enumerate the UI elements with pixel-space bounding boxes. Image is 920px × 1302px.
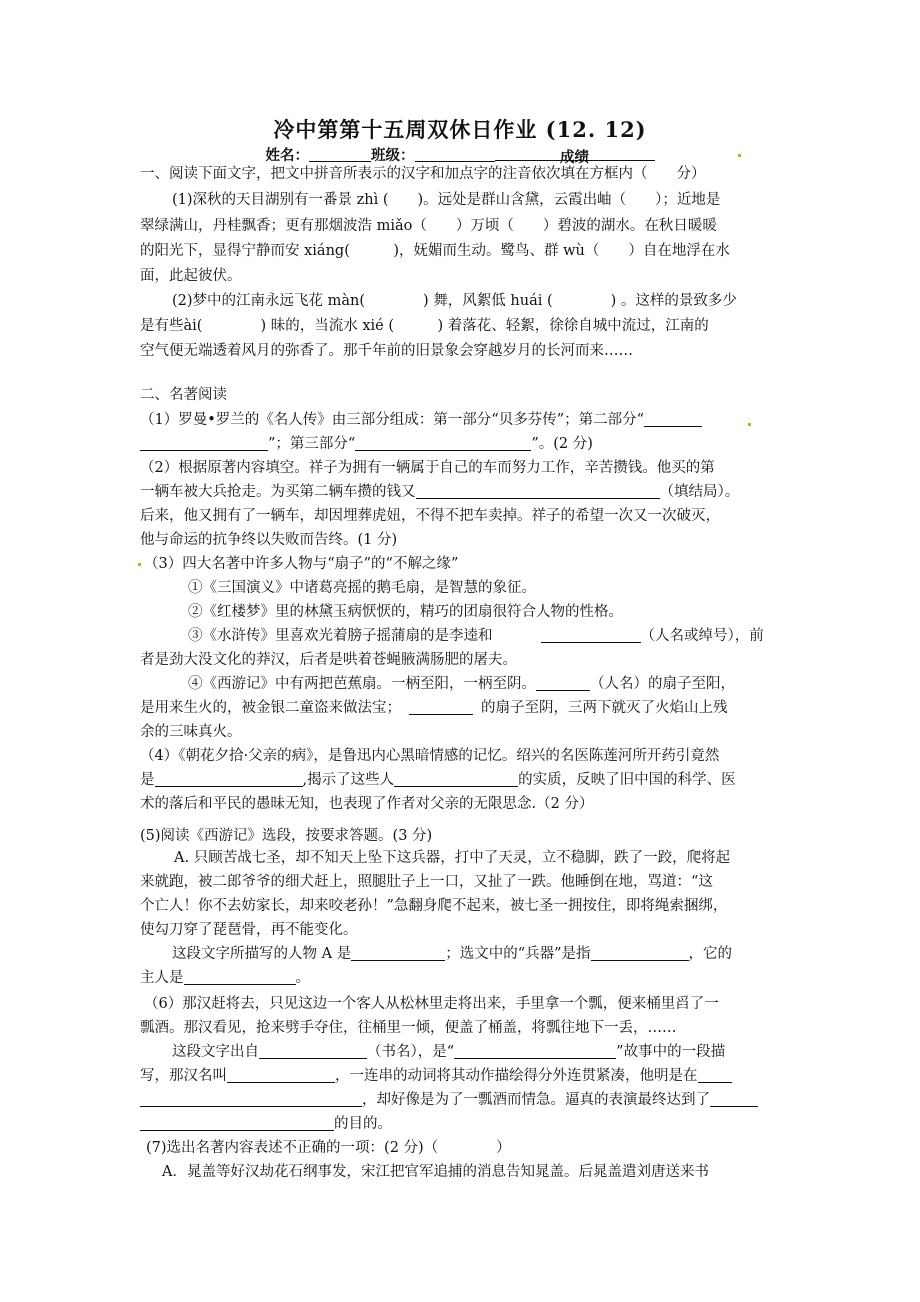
question-3-line: 者是劲大没文化的莽汉，后者是哄着苍蝇腋满肠肥的屠夫。 xyxy=(140,652,517,668)
passage-1-line: 翠绿满山，丹桂飘香；更有那烟波浩 miǎo（ ）万顷（ ）碧波的湖水。在秋日暖暖 xyxy=(140,218,717,234)
question-5-heading: (5)阅读《西游记》选段，按要求答题。(3 分) xyxy=(140,828,433,844)
question-5-passage: 个亡人！你不去妨家长，却来咬老孙！”急翻身爬不起来，被七圣一拥按住，即将绳索捆绑， xyxy=(140,898,728,914)
answer-blank[interactable] xyxy=(259,1043,367,1059)
passage-1-line: 面，此起彼伏。 xyxy=(140,268,242,284)
question-6-prompt: 的目的。 xyxy=(140,1114,392,1134)
answer-blank[interactable] xyxy=(140,1115,334,1131)
name-label: 姓名： xyxy=(265,147,309,164)
passage-2-line: (2)梦中的江南永远飞花 màn( ) 舞，风絮低 huái ( ) 。这样的景致多少 xyxy=(172,293,737,309)
question-3-line: 余的三味真火。 xyxy=(140,724,242,740)
question-4-line: 术的落后和平民的愚昧无知，也表现了作者对父亲的无限思念.（2 分） xyxy=(140,796,594,812)
question-7-option-a: A．晁盖等好汉劫花石纲事发，宋江把官军追捕的消息告知晁盖。后晁盖遣刘唐送来书 xyxy=(162,1164,709,1180)
answer-blank[interactable] xyxy=(355,435,531,451)
question-6-passage: 瓢酒。那汉看见，抢来劈手夺住，往桶里一倾，便盖了桶盖，将瓢往地下一丢，…… xyxy=(140,1020,677,1036)
stray-mark xyxy=(138,563,141,566)
answer-blank[interactable] xyxy=(351,945,445,961)
class-label: 班级： xyxy=(371,147,415,164)
section-2-heading: 二、名著阅读 xyxy=(140,387,227,403)
passage-2-line: 空气便无端透着风月的弥香了。那千年前的旧景象会穿越岁月的长河而来…… xyxy=(140,343,633,359)
question-5-passage: 来就跑，被二郎爷爷的细犬赶上，照腿肚子上一口，又扯了一跌。他睡倒在地，骂道：“这 xyxy=(140,874,713,890)
question-4-line: （4）《朝花夕拾·父亲的病》，是鲁迅内心黑暗情感的记忆。绍兴的名医陈莲河所开药引竟然 xyxy=(140,748,720,764)
question-5-prompt: 主人是 。 xyxy=(140,970,310,986)
answer-blank[interactable] xyxy=(644,411,702,427)
score-label: 成绩 xyxy=(560,149,589,166)
class-blank[interactable] xyxy=(415,147,495,162)
page-title: 冷中第第十五周双休日作业 (12. 12) xyxy=(273,117,647,142)
passage-1-line: 的阳光下，显得宁静而安 xiáng( )，妩媚而生动。鹭鸟、群 wù（ ）自在地浮在水 xyxy=(140,243,730,259)
answer-blank[interactable] xyxy=(454,1043,616,1059)
question-1-line: （1）罗曼•罗兰的《名人传》由三部分组成：第一部分“贝多芬传”；第二部分“ xyxy=(140,410,702,430)
question-6-passage: （6）那汉赶将去，只见这边一个客人从松林里走将出来，手里拿一个瓢，便来桶里舀了一 xyxy=(144,996,719,1012)
passage-1-line: (1)深秋的天目湖别有一番景 zhì ( )。远处是群山含黛，云霞出岫（ ）；近地是 xyxy=(172,192,721,208)
answer-blank[interactable] xyxy=(394,771,518,787)
answer-blank[interactable] xyxy=(227,1067,335,1083)
answer-blank[interactable] xyxy=(698,1067,732,1083)
section-1-heading: 一、阅读下面文字，把文中拼音所表示的汉字和加点字的注音依次填在方框内（ 分） xyxy=(140,166,706,182)
question-6-prompt: 写，那汉名叫 ，一连串的动词将其动作描绘得分外连贯紧凑，他明是在 xyxy=(140,1066,732,1086)
student-info-line xyxy=(0,144,920,165)
passage-2-line: 是有些ài( ) 昧的，当流水 xié ( ) 着落花、轻絮，徐徐自城中流过，江南的 xyxy=(140,318,709,334)
answer-blank[interactable] xyxy=(155,771,303,787)
question-5-passage: A. 只顾苦战七圣，却不知天上坠下这兵器，打中了天灵，立不稳脚，跌了一跤，爬将起 xyxy=(174,850,731,866)
answer-blank[interactable] xyxy=(409,699,473,715)
answer-blank[interactable] xyxy=(140,1091,362,1107)
stray-mark xyxy=(748,423,751,426)
answer-blank[interactable] xyxy=(591,945,689,961)
question-5-passage: 使勾刀穿了琵琶骨，再不能变化。 xyxy=(140,922,358,938)
answer-blank[interactable] xyxy=(541,627,641,643)
question-2-line: 后来，他又拥有了一辆车，却因埋葬虎妞，不得不把车卖掉。祥子的希望一次又一次破灭， xyxy=(140,508,720,524)
question-2-line: 一辆车被大兵抢走。为买第二辆车攒的钱又 （填结局）。 xyxy=(140,484,740,500)
question-3-item: ③《水浒传》里喜欢光着膀子摇蒲扇的是李逵和 （人名或绰号），前 xyxy=(188,628,764,644)
question-4-line: 是 ,揭示了这些人 的实质，反映了旧中国的科学、医 xyxy=(140,772,736,788)
stray-mark xyxy=(738,154,741,157)
answer-blank[interactable] xyxy=(710,1091,758,1107)
answer-blank[interactable] xyxy=(416,483,660,499)
question-3-line: 是用来生火的，被金银二童盗来做法宝； 的扇子至阴，三两下就灭了火焰山上残 xyxy=(140,700,728,716)
question-5-prompt: 这段文字所描写的人物 A 是 ；选文中的“兵器”是指 ，它的 xyxy=(172,946,733,962)
answer-blank[interactable] xyxy=(140,435,268,451)
score-field[interactable] xyxy=(495,146,655,166)
question-6-prompt: ，却好像是为了一瓢酒而情急。逼真的表演最终达到了 xyxy=(140,1090,758,1110)
question-3-item: ①《三国演义》中诸葛亮摇的鹅毛扇，是智慧的象征。 xyxy=(188,580,536,596)
question-3-line: （3）四大名著中许多人物与“扇子”的“不解之缘” xyxy=(144,556,459,572)
question-6-prompt: 这段文字出自 （书名），是“ ”故事中的一段描 xyxy=(172,1044,726,1060)
question-3-item: ④《西游记》中有两把芭蕉扇。一柄至阳，一柄至阴。 （人名）的扇子至阳， xyxy=(188,676,735,692)
answer-blank[interactable] xyxy=(184,969,296,985)
question-1-line: ”；第三部分“ ”。(2 分) xyxy=(140,434,593,454)
question-3-item: ②《红楼梦》里的林黛玉病恹恹的，精巧的团扇很符合人物的性格。 xyxy=(188,604,623,620)
question-2-line: 他与命运的抗争终以失败而告终。(1 分) xyxy=(140,532,398,548)
question-2-line: （2）根据原著内容填空。祥子为拥有一辆属于自己的车而努力工作，辛苦攒钱。他买的第 xyxy=(140,460,715,476)
question-7-heading: (7)选出名著内容表述不正确的一项：(2 分)（ ） xyxy=(146,1140,511,1156)
answer-blank[interactable] xyxy=(536,675,590,691)
name-blank[interactable] xyxy=(309,147,371,162)
